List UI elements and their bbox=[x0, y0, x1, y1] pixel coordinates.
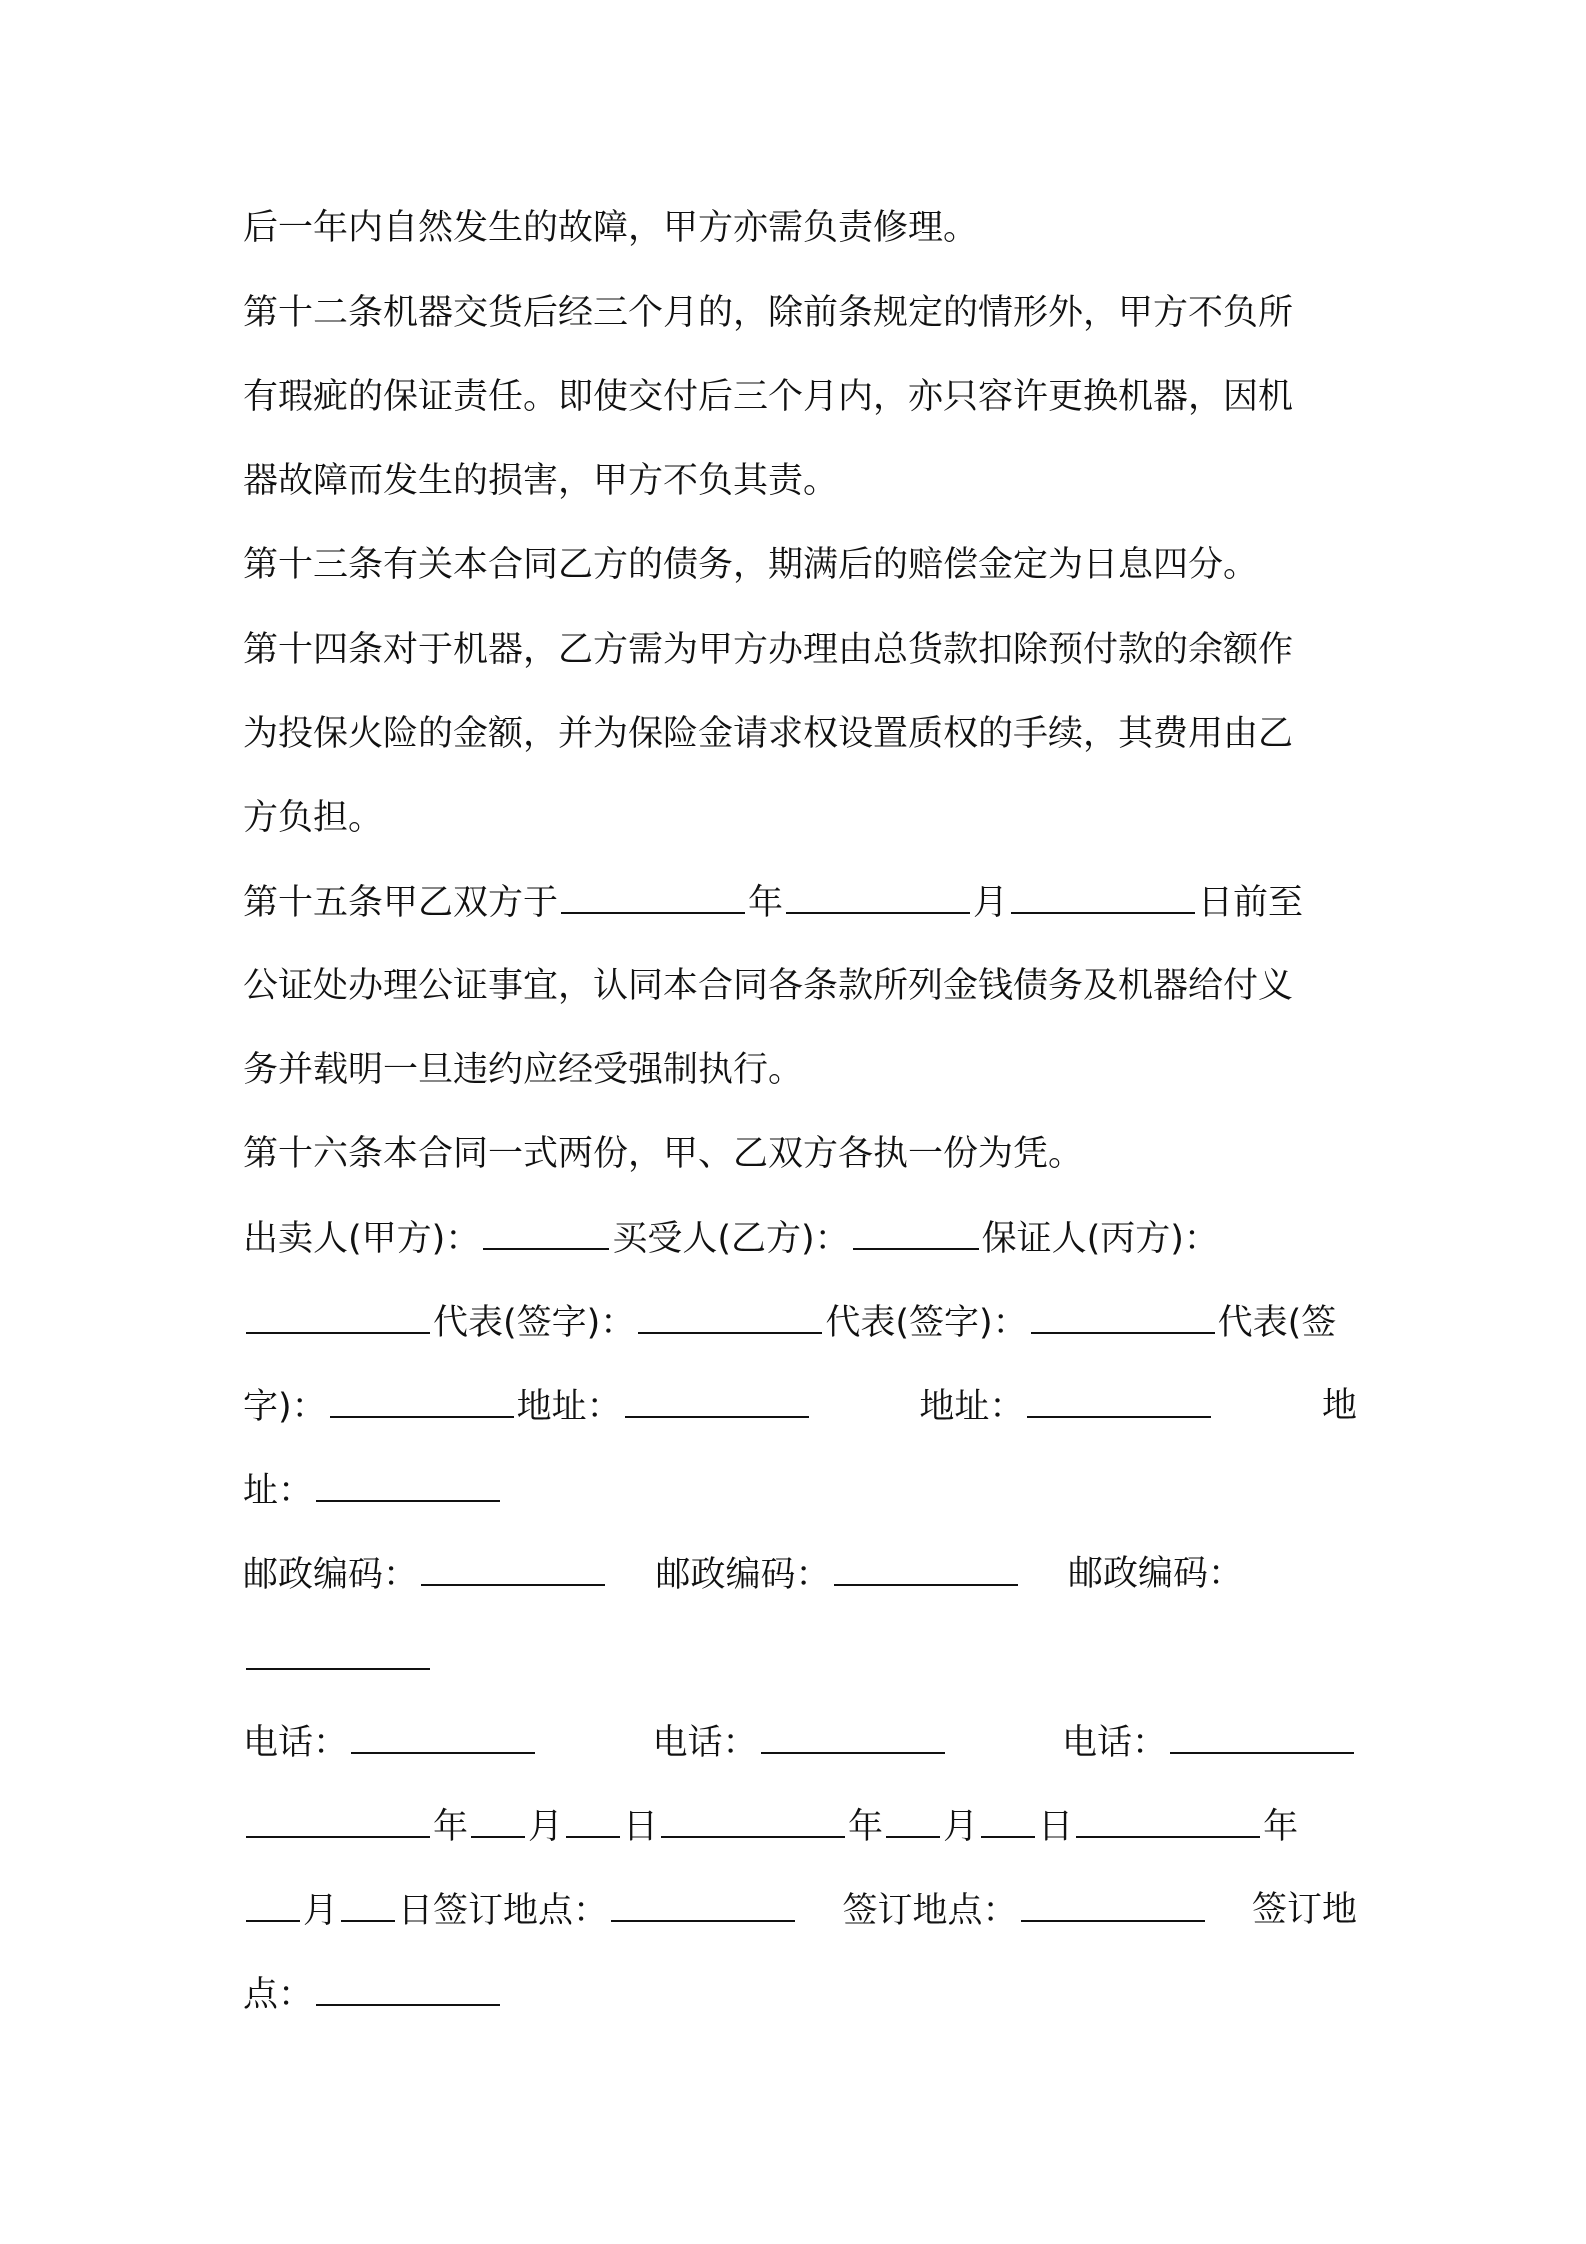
fill-blank[interactable] bbox=[638, 1298, 822, 1334]
address-label: 地址： bbox=[919, 1387, 1025, 1427]
fill-blank[interactable] bbox=[1011, 878, 1195, 914]
place-label: 签订地点： bbox=[433, 1891, 609, 1931]
year-label: 年 bbox=[848, 1807, 884, 1847]
place-label-part: 签订地 bbox=[1251, 1890, 1357, 1930]
buyer-label: 买受人(乙方)： bbox=[612, 1219, 850, 1259]
address-label-part: 地 bbox=[1321, 1386, 1357, 1426]
address-line bbox=[243, 1382, 1357, 1431]
phone-line bbox=[243, 1718, 1357, 1767]
month-label: 月 bbox=[943, 1807, 979, 1847]
day-label: 日 bbox=[623, 1807, 659, 1847]
guarantor-label: 保证人(丙方)： bbox=[981, 1219, 1219, 1259]
fill-blank[interactable] bbox=[421, 1550, 605, 1586]
fill-blank[interactable] bbox=[246, 1886, 300, 1922]
date-line bbox=[243, 1802, 1298, 1851]
article-16: 第十六条本合同一式两份，甲、乙双方各执一份为凭。 bbox=[243, 1134, 1084, 1174]
paragraph-line: 后一年内自然发生的故障，甲方亦需负责修理。 bbox=[243, 208, 979, 248]
rep-label: 代表(签字)： bbox=[825, 1303, 1028, 1343]
address-label: 地址： bbox=[516, 1387, 622, 1427]
postcode-line bbox=[243, 1550, 1243, 1599]
article-15-line-1 bbox=[243, 878, 1303, 927]
year-label: 年 bbox=[1263, 1807, 1299, 1847]
postcode-label: 邮政编码： bbox=[243, 1555, 419, 1595]
postcode-line-2 bbox=[243, 1634, 433, 1683]
address-line-2 bbox=[243, 1466, 503, 1515]
fill-blank[interactable] bbox=[981, 1802, 1035, 1838]
fill-blank[interactable] bbox=[341, 1886, 395, 1922]
fill-blank[interactable] bbox=[471, 1802, 525, 1838]
fill-blank[interactable] bbox=[246, 1298, 430, 1334]
place-label: 签订地点： bbox=[842, 1891, 1018, 1931]
place-label-part: 点： bbox=[243, 1975, 314, 2015]
fill-blank[interactable] bbox=[566, 1802, 620, 1838]
fill-blank[interactable] bbox=[661, 1802, 845, 1838]
rep-label-part: 字)： bbox=[243, 1387, 327, 1427]
rep-label: 代表(签字)： bbox=[433, 1303, 636, 1343]
month-label: 月 bbox=[528, 1807, 564, 1847]
place-line bbox=[243, 1886, 1357, 1935]
fill-blank[interactable] bbox=[246, 1802, 430, 1838]
fill-blank[interactable] bbox=[1027, 1382, 1211, 1418]
month-label: 月 bbox=[973, 883, 1009, 923]
article-12-line-2: 有瑕疵的保证责任。即使交付后三个月内，亦只容许更换机器，因机 bbox=[243, 377, 1294, 417]
fill-blank[interactable] bbox=[1076, 1802, 1260, 1838]
day-label: 日 bbox=[1038, 1807, 1074, 1847]
fill-blank[interactable] bbox=[625, 1382, 809, 1418]
fill-blank[interactable] bbox=[853, 1214, 979, 1250]
parties-line bbox=[243, 1214, 1219, 1263]
article-14-line-2: 为投保火险的金额，并为保险金请求权设置质权的手续，其费用由乙 bbox=[243, 714, 1294, 754]
seller-label: 出卖人(甲方)： bbox=[243, 1219, 481, 1259]
postcode-label: 邮政编码： bbox=[655, 1555, 831, 1595]
article-15-line-2: 公证处办理公证事宜，认同本合同各条款所列金钱债务及机器给付义 bbox=[243, 966, 1294, 1006]
phone-label: 电话： bbox=[1061, 1723, 1167, 1763]
phone-label: 电话： bbox=[243, 1723, 349, 1763]
address-label-part: 址： bbox=[243, 1471, 314, 1511]
fill-blank[interactable] bbox=[1021, 1886, 1205, 1922]
fill-blank[interactable] bbox=[316, 1970, 500, 2006]
representative-line bbox=[243, 1298, 1336, 1347]
fill-blank[interactable] bbox=[1031, 1298, 1215, 1334]
article-12-line-1: 第十二条机器交货后经三个月的，除前条规定的情形外，甲方不负所 bbox=[243, 293, 1294, 333]
fill-blank[interactable] bbox=[761, 1718, 945, 1754]
fill-blank[interactable] bbox=[483, 1214, 609, 1250]
postcode-label: 邮政编码： bbox=[1067, 1554, 1243, 1594]
fill-blank[interactable] bbox=[351, 1718, 535, 1754]
year-label: 年 bbox=[433, 1807, 469, 1847]
fill-blank[interactable] bbox=[330, 1382, 514, 1418]
article-15-suffix: 日前至 bbox=[1198, 883, 1304, 923]
article-15-prefix: 第十五条甲乙双方于 bbox=[243, 883, 559, 923]
day-label: 日 bbox=[398, 1891, 434, 1931]
article-14-line-1: 第十四条对于机器，乙方需为甲方办理由总货款扣除预付款的余额作 bbox=[243, 630, 1294, 670]
fill-blank[interactable] bbox=[611, 1886, 795, 1922]
phone-label: 电话： bbox=[652, 1723, 758, 1763]
article-12-line-3: 器故障而发生的损害，甲方不负其责。 bbox=[243, 461, 839, 501]
fill-blank[interactable] bbox=[316, 1466, 500, 1502]
fill-blank[interactable] bbox=[886, 1802, 940, 1838]
fill-blank[interactable] bbox=[561, 878, 745, 914]
place-line-2 bbox=[243, 1970, 503, 2019]
fill-blank[interactable] bbox=[246, 1634, 430, 1670]
article-13: 第十三条有关本合同乙方的债务，期满后的赔偿金定为日息四分。 bbox=[243, 545, 1259, 585]
rep-label-part: 代表(签 bbox=[1217, 1303, 1337, 1343]
article-15-line-3: 务并载明一旦违约应经受强制执行。 bbox=[243, 1050, 804, 1090]
month-label: 月 bbox=[303, 1891, 339, 1931]
year-label: 年 bbox=[748, 883, 784, 923]
fill-blank[interactable] bbox=[786, 878, 970, 914]
article-14-line-3: 方负担。 bbox=[243, 798, 384, 838]
fill-blank[interactable] bbox=[834, 1550, 1018, 1586]
fill-blank[interactable] bbox=[1170, 1718, 1354, 1754]
